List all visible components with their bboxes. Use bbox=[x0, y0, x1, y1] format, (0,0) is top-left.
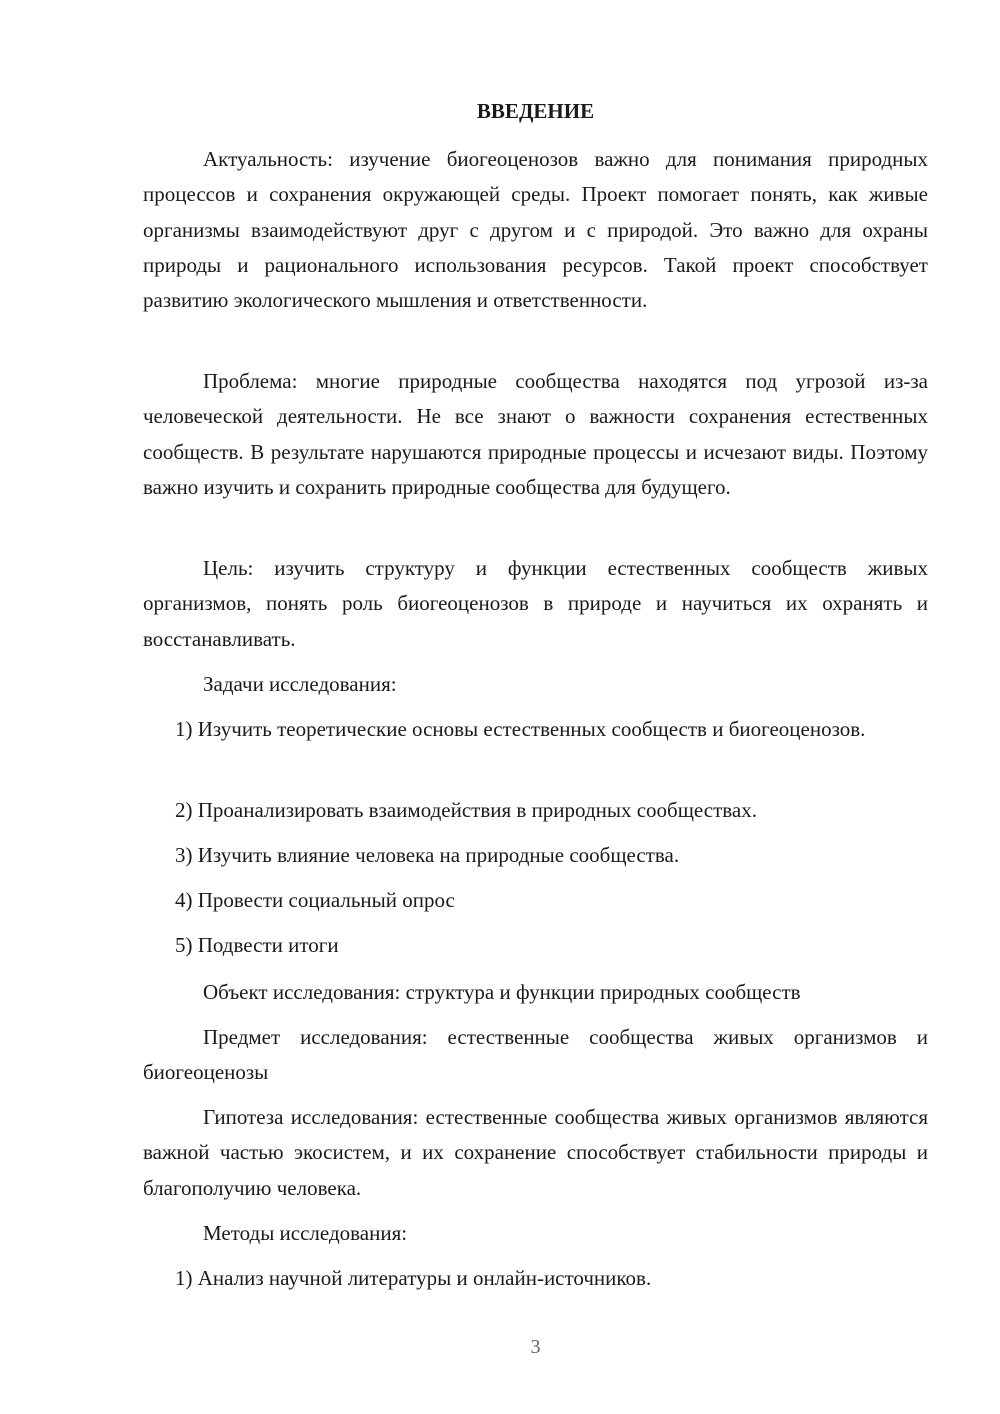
task-item-3: 3) Изучить влияние человека на природные сообщества. bbox=[175, 843, 680, 867]
task-item-5: 5) Подвести итоги bbox=[175, 933, 339, 957]
method-item-1: 1) Анализ научной литературы и онлайн-источников. bbox=[175, 1266, 652, 1290]
paragraph-problem: Проблема: многие природные сообщества находятся под угрозой из-за человеческой деятельности. Не все знают о важности сохранения естественных сообществ. В результате нарушаются природные процессы и исчезают виды. Поэтому важно изучить и сохранить природные сообщества для будущего. bbox=[143, 369, 928, 499]
paragraph-goal: Цель: изучить структуру и функции естественных сообществ живых организмов, понять роль биогеоценозов в природе и научиться их охранять и восстанавливать. bbox=[143, 556, 928, 651]
paragraph-hypothesis: Гипотеза исследования: естественные сообщества живых организмов являются важной частью экосистем, и их сохранение способствует стабильности природы и благополучию человека. bbox=[143, 1105, 928, 1200]
section-title: ВВЕДЕНИЕ bbox=[476, 99, 595, 123]
methods-heading: Методы исследования: bbox=[203, 1221, 408, 1245]
task-item-1: 1) Изучить теоретические основы естественных сообществ и биогеоценозов. bbox=[175, 717, 866, 741]
paragraph-relevance: Актуальность: изучение биогеоценозов важно для понимания природных процессов и сохранения окружающей среды. Проект помогает понять, как живые организмы взаимодействуют друг с другом и с природой. Это важно для охраны природы и рационального использования ресурсов. Такой проект способствует развитию экологического мышления и ответственности. bbox=[143, 147, 928, 313]
task-item-2: 2) Проанализировать взаимодействия в природных сообществах. bbox=[175, 798, 757, 822]
tasks-heading: Задачи исследования: bbox=[203, 672, 397, 696]
paragraph-subject: Предмет исследования: естественные сообщества живых организмов и биогеоценозы bbox=[143, 1025, 928, 1085]
paragraph-object: Объект исследования: структура и функции природных сообществ bbox=[203, 980, 801, 1004]
task-item-4: 4) Провести социальный опрос bbox=[175, 888, 455, 912]
page-number: 3 bbox=[530, 1336, 541, 1358]
